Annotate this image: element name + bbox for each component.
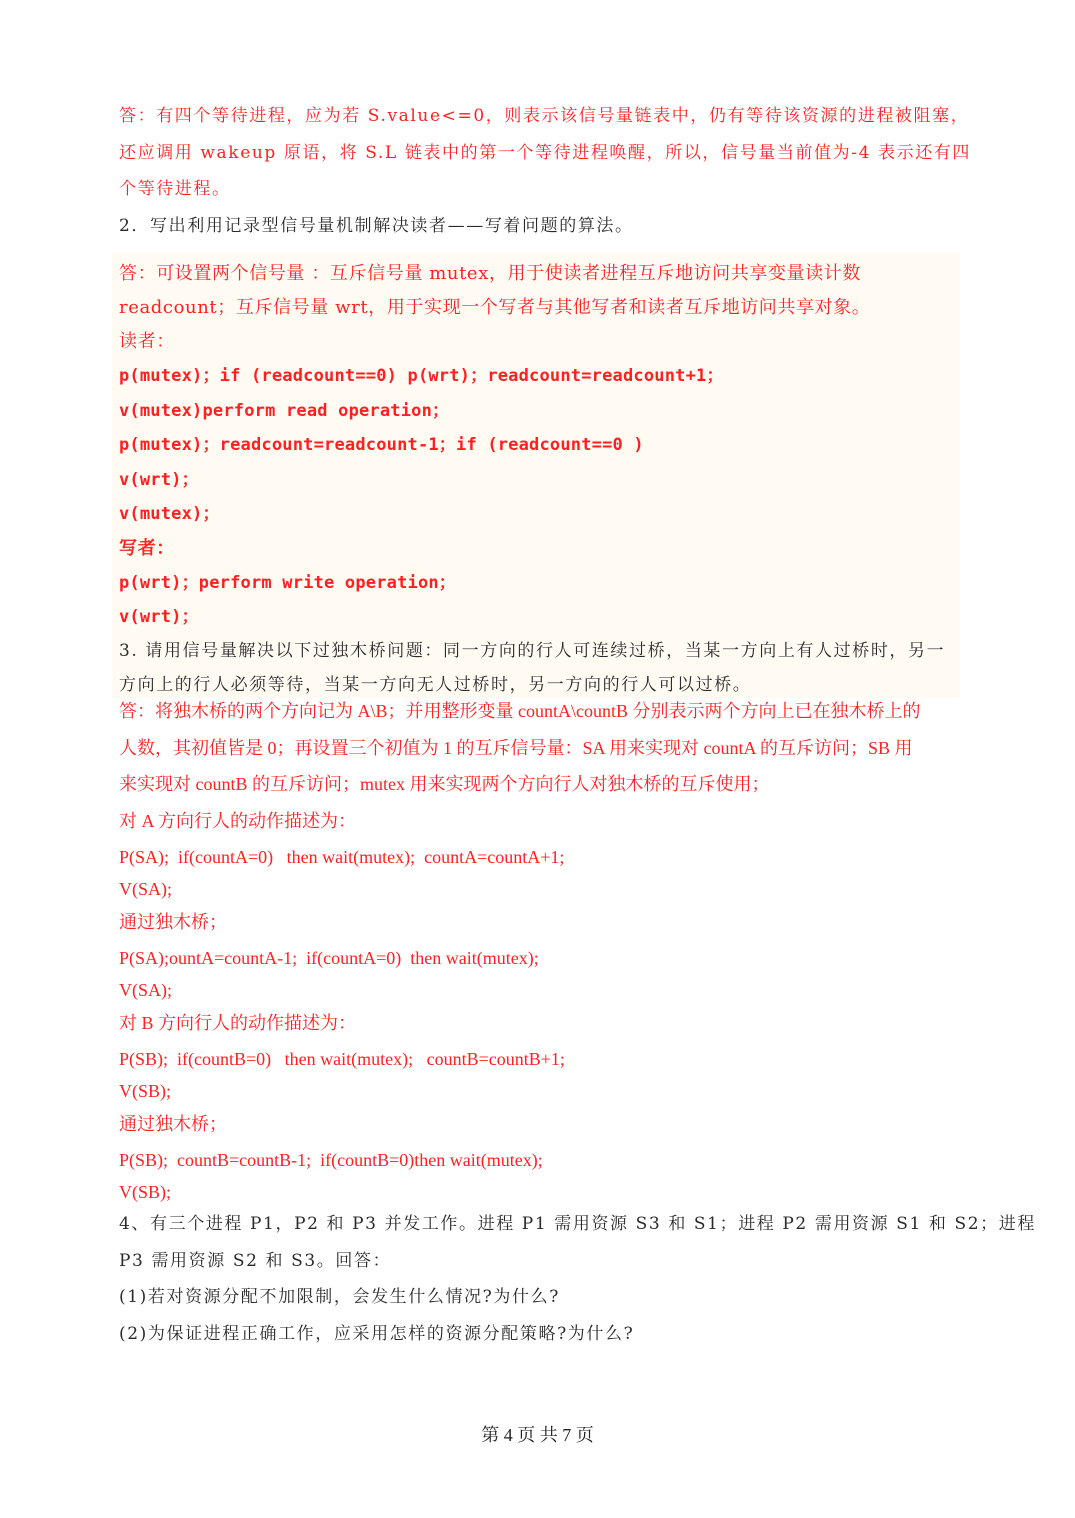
direction-a-heading: 对 A 方向行人的动作描述为： — [119, 811, 357, 831]
answer-3-line-3: 来实现对 countB 的互斥访问；mutex 用来实现两个方向行人对独木桥的互斥使用； — [119, 774, 770, 794]
direction-b-heading: 对 B 方向行人的动作描述为： — [119, 1013, 357, 1033]
code-line: v(wrt)； — [119, 607, 199, 627]
code-line: V(SB); — [119, 1081, 172, 1101]
code-line: v(wrt)； — [119, 470, 199, 490]
cross-bridge-text: 通过独木桥； — [119, 912, 227, 932]
answer-2-line-2: readcount；互斥信号量 wrt，用于实现一个写者与其他写者和读者互斥地访问共享对象。 — [119, 297, 871, 318]
code-line: P(SB); countB=countB-1; if(countB=0)then wait(mutex); — [119, 1150, 543, 1170]
answer-3-line-1: 答：将独木桥的两个方向记为 A\B；并用整形变量 countA\countB 分别表示两个方向上已在独木桥上的 — [119, 701, 921, 721]
writer-heading: 写者： — [119, 538, 175, 559]
code-line: p(mutex)；if (readcount==0) p(wrt)；readcount=readcount+1； — [119, 366, 724, 386]
code-line: p(mutex)；readcount=readcount-1；if (readcount==0 ) — [119, 435, 644, 455]
question-4-sub-2: (2)为保证进程正确工作，应采用怎样的资源分配策略?为什么? — [119, 1324, 635, 1344]
question-2: 2．写出利用记录型信号量机制解决读者——写着问题的算法。 — [119, 216, 634, 236]
code-line: p(wrt)；perform write operation； — [119, 573, 457, 593]
code-line: V(SA); — [119, 879, 172, 899]
cross-bridge-text: 通过独木桥； — [119, 1114, 227, 1134]
answer-2-line-1: 答：可设置两个信号量 ：互斥信号量 mutex，用于使读者进程互斥地访问共享变量读计数 — [119, 263, 861, 284]
page-footer: 第 4 页 共 7 页 — [481, 1425, 594, 1445]
code-line: V(SB); — [119, 1182, 172, 1202]
answer-1-line-2: 还应调用 wakeup 原语，将 S.L 链表中的第一个等待进程唤醒，所以，信号量当前值为-4 表示还有四 — [119, 143, 971, 163]
question-3-line-1: 3. 请用信号量解决以下过独木桥问题：同一方向的行人可连续过桥，当某一方向上有人过桥时，另一 — [119, 641, 946, 661]
reader-heading: 读者： — [119, 331, 175, 352]
answer-1-line-1: 答：有四个等待进程，应为若 S.value<=0，则表示该信号量链表中，仍有等待该资源的进程被阻塞， — [119, 106, 970, 126]
code-line: v(mutex)； — [119, 504, 220, 524]
question-4-sub-1: (1)若对资源分配不加限制，会发生什么情况?为什么? — [119, 1287, 560, 1307]
question-4-line-1: 4、有三个进程 P1，P2 和 P3 并发工作。进程 P1 需用资源 S3 和 S1；进程 P2 需用资源 S1 和 S2；进程 — [119, 1214, 1036, 1234]
code-line: P(SB); if(countB=0) then wait(mutex); countB=countB+1; — [119, 1049, 565, 1069]
code-line: P(SA); if(countA=0) then wait(mutex); countA=countA+1; — [119, 847, 565, 867]
answer-3-line-2: 人数，其初值皆是 0；再设置三个初值为 1 的互斥信号量：SA 用来实现对 countA 的互斥访问；SB 用 — [119, 738, 913, 758]
question-3-line-2: 方向上的行人必须等待，当某一方向无人过桥时，另一方向的行人可以过桥。 — [119, 675, 752, 695]
highlight-background — [112, 253, 960, 698]
question-4-line-2: P3 需用资源 S2 和 S3。回答： — [119, 1251, 392, 1271]
code-line: v(mutex)perform read operation； — [119, 401, 450, 421]
code-line: P(SA);ountA=countA-1; if(countA=0) then wait(mutex); — [119, 948, 539, 968]
answer-1-line-3: 个等待进程。 — [119, 179, 231, 199]
code-line: V(SA); — [119, 980, 172, 1000]
